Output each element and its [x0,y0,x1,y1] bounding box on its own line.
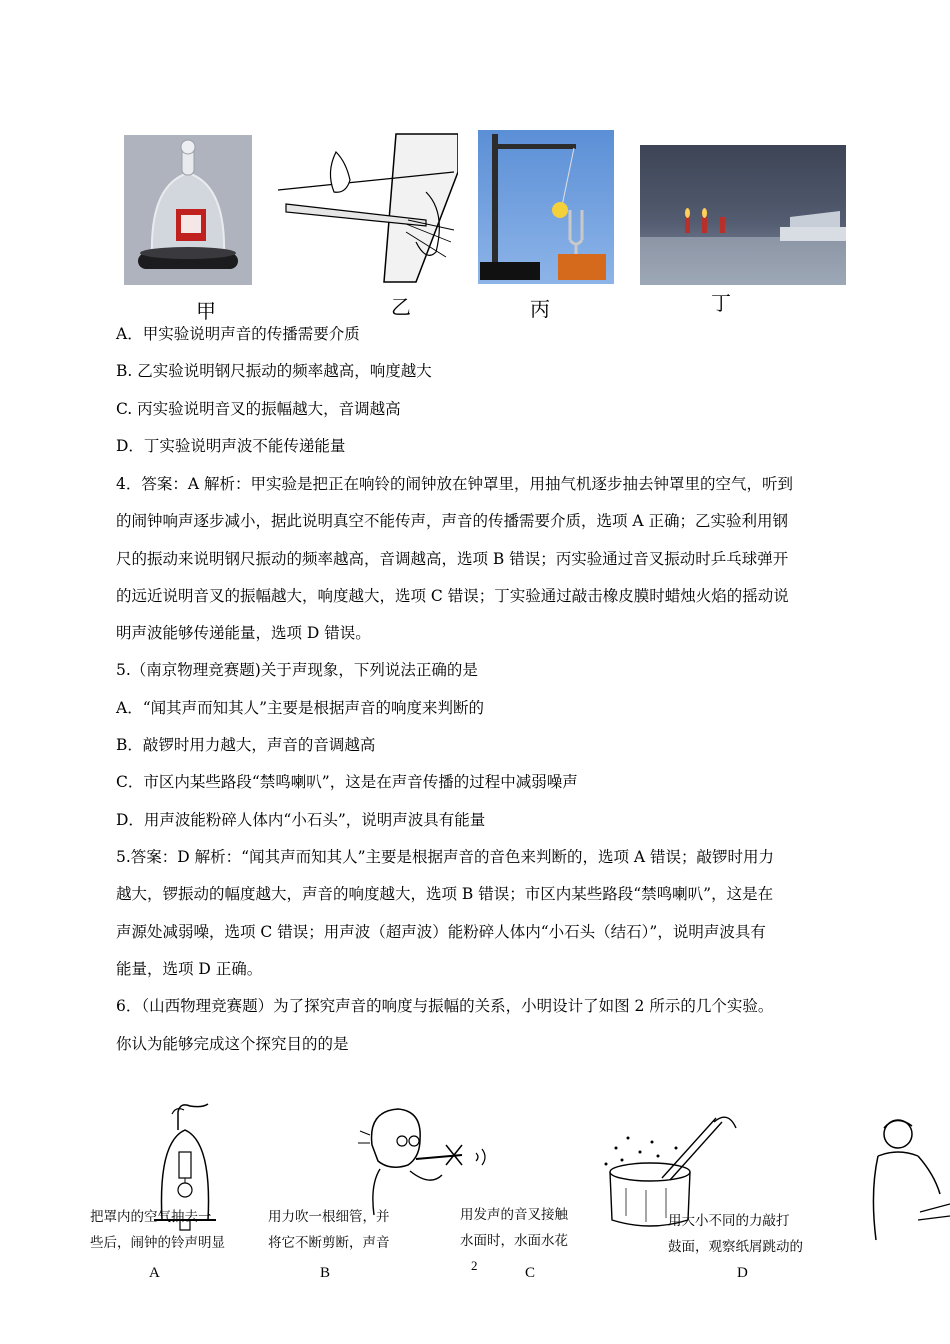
q5-stem: 5.（南京物理竞赛题)关于声现象，下列说法正确的是 [116,661,478,679]
q6-caption-a-line-2: 些后，闹钟的铃声明显 [90,1235,225,1251]
q6-figure-d-drummer [860,1112,950,1247]
figure-yi-steel-ruler [276,132,458,284]
q6-letter-c: C [525,1265,536,1281]
q6-letter-d: D [737,1265,748,1281]
q4-answer-line-2: 的闹钟响声逐步减小，据此说明真空不能传声，声音的传播需要介质，选项 A 正确；乙实验利用钢 [116,512,789,530]
q4-answer-line-3: 尺的振动来说明钢尺振动的频率越高，音调越高，选项 B 错误；丙实验通过音叉振动时乒乓球弹开 [116,550,789,568]
caption-ding: 丁 [711,291,731,315]
q6-letter-a: A [149,1265,160,1281]
q4-answer-line-1: 4．答案：A 解析：甲实验是把正在响铃的闹钟放在钟罩里，用抽气机逐步抽去钟罩里的空气，听到 [116,475,793,493]
q3-option-d: D．丁实验说明声波不能传递能量 [116,437,346,455]
caption-yi: 乙 [391,295,411,319]
q5-answer-line-3: 声源处减弱噪，选项 C 错误；用声波（超声波）能粉碎人体内“小石头（结石）”，说明声波具有 [116,923,766,941]
q5-option-d: D．用声波能粉碎人体内“小石头”，说明声波具有能量 [116,811,486,829]
q6-stem-line-2: 你认为能够完成这个探究目的的是 [116,1035,349,1053]
q6-caption-d-line-1: 用大小不同的力敲打 [668,1213,790,1229]
q5-option-b: B．敲锣时用力越大，声音的音调越高 [116,736,376,754]
q3-option-b: B. 乙实验说明钢尺振动的频率越高，响度越大 [116,362,432,380]
figure-bing-tuning-fork [478,130,614,284]
figure-ding-candles [640,145,846,285]
q6-figure-b-man-blowing [350,1105,490,1217]
q6-letter-b: B [320,1265,331,1281]
q4-answer-line-5: 明声波能够传递能量，选项 D 错误。 [116,624,371,642]
q6-caption-b-line-1: 用力吹一根细管，并 [268,1209,390,1225]
caption-jia: 甲 [196,299,216,323]
q6-stem-line-1: 6．（山西物理竞赛题）为了探究声音的响度与振幅的关系，小明设计了如图 2 所示的几个实验。 [116,997,774,1015]
q5-answer-line-1: 5.答案：D 解析：“闻其声而知其人”主要是根据声音的音色来判断的，选项 A 错误；敲锣时用力 [116,848,775,866]
q3-option-c: C. 丙实验说明音叉的振幅越大，音调越高 [116,400,401,418]
q6-caption-c-line-1: 用发声的音叉接触 [460,1207,568,1223]
figure-jia-bell-jar [124,135,252,285]
q6-caption-b-line-2: 将它不断剪断，声音 [268,1235,390,1251]
q5-option-c: C．市区内某些路段“禁鸣喇叭”，这是在声音传播的过程中减弱噪声 [116,773,578,791]
q5-option-a: A．“闻其声而知其人”主要是根据声音的响度来判断的 [116,699,485,717]
q5-answer-line-2: 越大，锣振动的幅度越大，声音的响度越大，选项 B 错误；市区内某些路段“禁鸣喇叭”，这是在 [116,885,774,903]
q6-caption-c-line-2: 水面时，水面水花 [460,1233,568,1249]
q6-caption-a-line-1: 把罩内的空气抽去一 [90,1209,212,1225]
q3-option-a: A．甲实验说明声音的传播需要介质 [116,325,360,343]
q4-answer-line-4: 的远近说明音叉的振幅越大，响度越大，选项 C 错误；丁实验通过敲击橡皮膜时蜡烛火焰的摇动说 [116,587,789,605]
page-number: 2 [471,1258,478,1273]
q6-caption-d-line-2: 鼓面，观察纸屑跳动的 [668,1239,803,1255]
caption-bing: 丙 [530,297,550,321]
q5-answer-line-4: 能量，选项 D 正确。 [116,960,263,978]
